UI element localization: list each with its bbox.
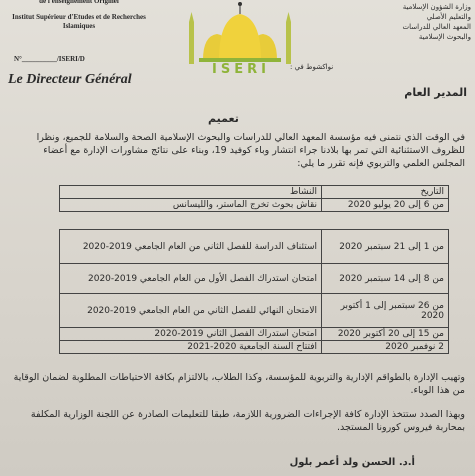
row-date: من 8 إلى 14 سبتمبر 2020 — [322, 264, 449, 294]
letterhead-right — [351, 2, 471, 42]
table-row — [60, 328, 449, 341]
date-location-label: نواكشوط في : — [290, 63, 334, 71]
row-activity: امتحان استدراك الفصل الثاني 2019-2020 — [60, 328, 322, 341]
header-activity: النشاط — [60, 186, 322, 199]
letterhead-institute-fr: Institut Supérieur d'Etudes et de Recherches Islamiques — [12, 13, 146, 30]
table-row — [60, 294, 449, 328]
table-row — [60, 341, 449, 354]
letterhead-institute-ar-2: والبحوث الإسلامية — [418, 33, 471, 41]
reference-number: N°__________/ISERI/D — [14, 55, 85, 63]
letterhead-institute-ar-1: المعهد العالي للدراسات — [402, 23, 471, 31]
measures-paragraph: وبهذا الصدد ستتخذ الإدارة كافة الإجراءات الضرورية اللازمة، طبقا للتعليمات الصادرة عن اللجنة الوزارية المكلفة بمحاربة فيروس كورونا المستجد. — [30, 409, 465, 433]
schedule-table-2 — [59, 229, 449, 354]
letterhead-ministry-ar-2: والتعليم الأصلي — [426, 13, 471, 21]
intro-paragraph: في الوقت الذي نتمنى فيه مؤسسة المعهد العالي للدراسات والبحوث الإسلامية الصحة والسلامة للجميع، ونظرا للظروف الاستثنائية التي تمر بها بلادنا جراء انتشار وباء كوفيد 19، وبناء على نتائج مشاورات الإدارة مع أعضاء المجلس العلمي والتربوي فإنه تقرر ما يلي: — [36, 132, 465, 169]
director-title-fr: Le Directeur Général — [8, 72, 132, 87]
row-date: 2 نوفمبر 2020 — [322, 341, 449, 354]
signature-name: أ.د. الحسن ولد أعمر بلول — [289, 457, 415, 468]
table-row — [60, 264, 449, 294]
header-date: التاريخ — [322, 186, 449, 199]
letterhead-ministry-fr: de l'enseignement Originel — [39, 0, 119, 5]
row-date: من 1 إلى 21 سبتمبر 2020 — [322, 230, 449, 264]
row-date: من 26 سبتمبر إلى 1 أكتوبر 2020 — [322, 294, 449, 328]
logo-wordmark: ISERI — [212, 62, 270, 77]
circular-title: تعميم — [208, 112, 239, 125]
row-date: من 15 إلى 20 أكتوبر 2020 — [322, 328, 449, 341]
table-row — [60, 230, 449, 264]
row-activity: الامتحان النهائي للفصل الثاني من العام الجامعي 2019-2020 — [60, 294, 322, 328]
row-date: من 6 إلى 20 يوليو 2020 — [322, 199, 449, 212]
row-activity: افتتاح السنة الجامعية 2020-2021 — [60, 341, 322, 354]
row-activity: استئناف الدراسة للفصل الثاني من العام الجامعي 2019-2020 — [60, 230, 322, 264]
schedule-table-1 — [59, 185, 449, 212]
director-title-ar: المدير العام — [404, 86, 467, 99]
table-row — [60, 199, 449, 212]
letterhead-left — [4, 0, 154, 63]
table-header-row — [60, 186, 449, 199]
row-activity: نقاش بحوث تخرج الماستر، والليسانس — [60, 199, 322, 212]
letterhead-ministry-ar-1: وزارة الشؤون الإسلامية — [402, 3, 471, 11]
row-activity: امتحان استدراك الفصل الأول من العام الجامعي 2019-2020 — [60, 264, 322, 294]
precautions-paragraph: وتهيب الإدارة بالطواقم الإدارية والتربوية للمؤسسة، وكذا الطلاب، بالالتزام بكافة الاحتياطات المطلوبة لضمان الوقاية من هذا الوباء. — [13, 372, 465, 396]
